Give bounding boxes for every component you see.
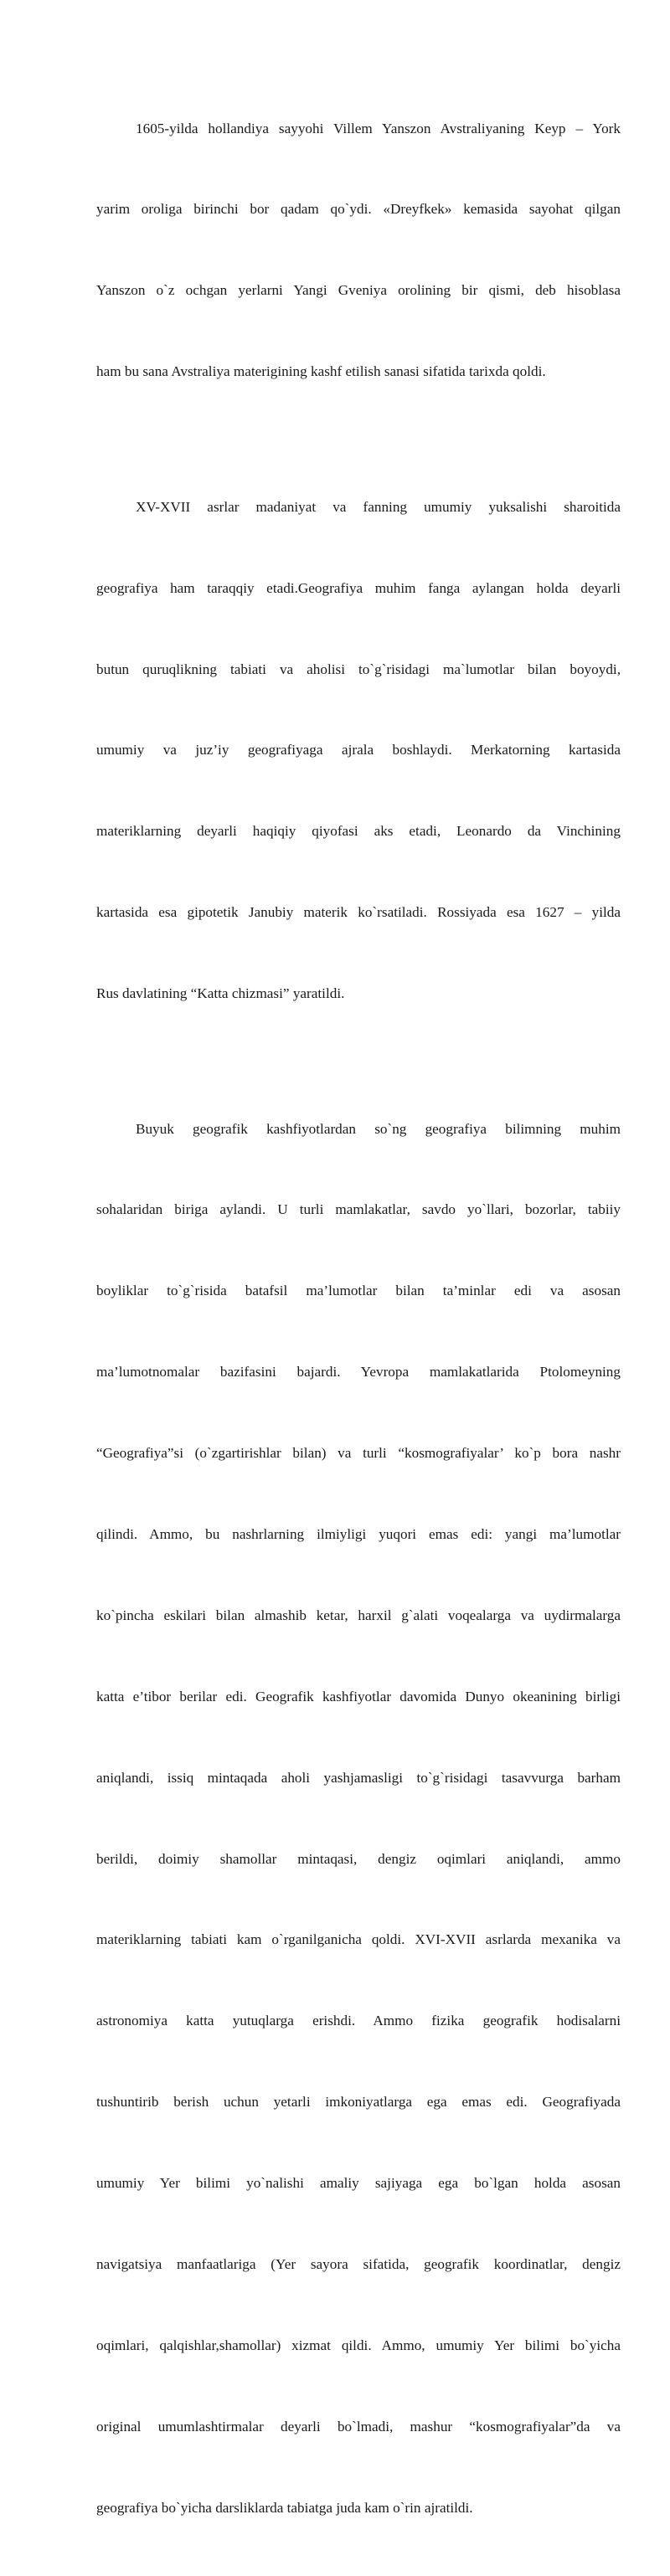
text-line: Rus davlatining “Katta chizmasi” yaratildi. bbox=[96, 985, 345, 1002]
text-line: katta e’tibor berilar edi. Geografik kashfiyotlar davomida Dunyo okeanining birligi bbox=[96, 1688, 621, 1704]
document-page bbox=[96, 61, 621, 2576]
text-line: umumiy Yer bilimi yo`nalishi amaliy sajiyaga ega bo`lgan holda asosan bbox=[96, 2175, 621, 2192]
text-line: “Geografiya”si (o`zgartirishlar bilan) va turli “kosmografiyalar’ ko`p bora nashr bbox=[96, 1445, 621, 1462]
text-line: yarim oroliga birinchi bor qadam qo`ydi. «Dreyfkek» kemasida sayohat qilgan bbox=[96, 201, 621, 218]
text-line: navigatsiya manfaatlariga (Yer sayora sifatida, geografik koordinatlar, dengiz bbox=[96, 2256, 621, 2273]
text-line: kartasida esa gipotetik Janubiy materik ko`rsatiladi. Rossiyada esa 1627 – yilda bbox=[96, 904, 621, 921]
text-line: tushuntirib berish uchun yetarli imkoniyatlarga ega emas edi. Geografiyada bbox=[96, 2094, 621, 2111]
text-line: berildi, doimiy shamollar mintaqasi, dengiz oqimlari aniqlandi, ammo bbox=[96, 1850, 621, 1867]
text-line: ham bu sana Avstraliya materigining kashf etilish sanasi sifatida tarixda qoldi. bbox=[96, 363, 546, 380]
paragraph-1 bbox=[96, 61, 621, 440]
text-line: original umumlashtirmalar deyarli bo`lmadi, mashur “kosmografiyalar”da va bbox=[96, 2418, 621, 2435]
text-line: materiklarning tabiati kam o`rganilganicha qoldi. XVI-XVII asrlarda mexanika va bbox=[96, 1931, 621, 1948]
text-line: materiklarning deyarli haqiqiy qiyofasi aks etadi, Leonardo da Vinchining bbox=[96, 823, 621, 840]
text-line: geografiya ham taraqqiy etadi.Geografiya muhim fanga aylangan holda deyarli bbox=[96, 579, 621, 596]
text-line: ma’lumotnomalar bazifasini bajardi. Yevropa mamlakatlarida Ptolomeyning bbox=[96, 1364, 621, 1381]
text-line: Buyuk geografik kashfiyotlardan so`ng geografiya bilimning muhim bbox=[136, 1120, 621, 1137]
text-line: 1605-yilda hollandiya sayyohi Villem Yanszon Avstraliyaning Keyp – York bbox=[136, 120, 621, 136]
paragraph-2 bbox=[96, 440, 621, 1062]
text-line: Yanszon o`z ochgan yerlarni Yangi Gveniya orolining bir qismi, deb hisoblasa bbox=[96, 282, 621, 299]
text-line: aniqlandi, issiq mintaqada aholi yashjamasligi to`g`risidagi tasavvurga barham bbox=[96, 1769, 621, 1786]
text-line: butun quruqlikning tabiati va aholisi to`g`risidagi ma`lumotlar bilan boyoydi, bbox=[96, 661, 621, 677]
text-line: boyliklar to`g`risida batafsil ma’lumotlar bilan ta’minlar edi va asosan bbox=[96, 1283, 621, 1299]
text-line: astronomiya katta yutuqlarga erishdi. Ammo fizika geografik hodisalarni bbox=[96, 2013, 621, 2029]
text-line: oqimlari, qalqishlar,shamollar) xizmat qildi. Ammo, umumiy Yer bilimi bo`yicha bbox=[96, 2337, 621, 2353]
paragraph-3 bbox=[96, 1062, 621, 2576]
text-line: umumiy va juz’iy geografiyaga ajrala boshlaydi. Merkatorning kartasida bbox=[96, 742, 621, 758]
text-line: ko`pincha eskilari bilan almashib ketar, harxil g`alati voqealarga va uydirmalarga bbox=[96, 1607, 621, 1623]
text-line: geografiya bo`yicha darsliklarda tabiatga juda kam o`rin ajratildi. bbox=[96, 2499, 473, 2516]
text-line: XV-XVII asrlar madaniyat va fanning umumiy yuksalishi sharoitida bbox=[136, 498, 621, 515]
text-line: sohalaridan biriga aylandi. U turli mamlakatlar, savdo yo`llari, bozorlar, tabiiy bbox=[96, 1201, 621, 1218]
text-line: qilindi. Ammo, bu nashrlarning ilmiyligi yuqori emas edi: yangi ma’lumotlar bbox=[96, 1526, 621, 1543]
